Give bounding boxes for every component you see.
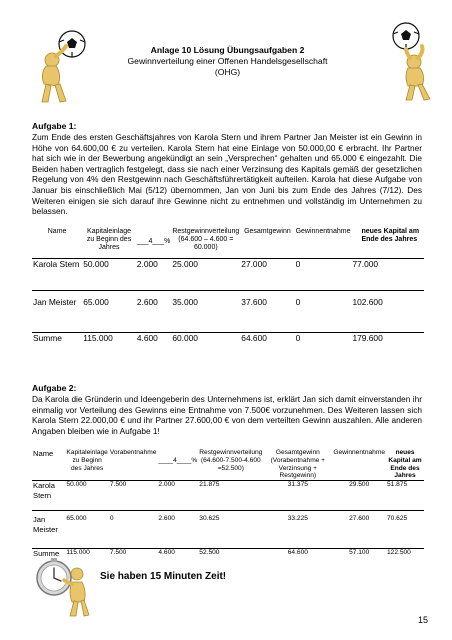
table2-header: neues Kapital am Ende des Jahres	[388, 449, 422, 480]
table-row	[32, 481, 424, 511]
page-subtitle: Gewinnverteilung einer Offenen Handelsgesellschaft	[127, 56, 328, 66]
table-row	[32, 332, 424, 344]
table2-cell: Karola Stern	[32, 481, 65, 511]
timer-notice: Sie haben 15 Minuten Zeit!	[100, 571, 227, 582]
figure-with-ball-icon	[30, 28, 90, 108]
table2-cell: 51.875	[386, 481, 424, 511]
table1-cell: 115.000	[83, 332, 113, 343]
page-number: 15	[418, 615, 429, 625]
table1-cell: Karola Stern	[33, 258, 80, 269]
table-row	[32, 549, 424, 560]
table2-cell: Jan Meister	[32, 511, 65, 549]
page-subtitle-2: (OHG)	[214, 67, 241, 77]
table1	[32, 228, 424, 344]
table1-cell: 0	[295, 296, 301, 307]
table2-header: Restgewinnverteilung (64.600-7.500-4.600 =52.500)	[199, 449, 263, 472]
table1-cell: 0	[295, 332, 301, 343]
table2-cell: Summe	[32, 549, 65, 560]
table1-header: Kapitaleinlage zu Beginn des Jahres	[86, 228, 132, 251]
table2-cell: 2.600	[157, 511, 198, 549]
table2-header: Gewinnentnahme	[333, 449, 385, 456]
table2-header: Vorabentnahme	[109, 449, 157, 456]
table1-cell: 35.000	[172, 296, 198, 307]
table1-cell: 65.000	[83, 296, 109, 307]
page-title: Anlage 10 Lösung Übungsaufgaben 2	[150, 45, 305, 55]
table1-cell: 50.000	[83, 258, 109, 269]
table2-cell: 50.000	[65, 481, 108, 511]
table1-cell: 77.000	[352, 258, 379, 269]
table1-cell: 64.600	[241, 332, 267, 343]
figure-with-clock-icon	[32, 552, 90, 620]
table2-cell: 31.375	[263, 481, 332, 511]
table1-header: Gewinnentnahme	[295, 228, 351, 235]
aufgabe2-text: Da Karola die Gründerin und Ideengeberin des Unternehmens ist, erklärt Jan sich damit einverstanden ihr einmalig vor Verteilung des Gewinns eine Entnahme von 7.500€ vorzunehmen. Des Weiteren lassen sich Karola Stern 22.000,00 € und ihr Partner 27.600,00 € von dem verteilten Gewinn auszahlen. Alle anderen Angaben bleiben wie in Aufgabe 1!	[32, 394, 422, 436]
table-row	[32, 290, 424, 332]
table2-cell: 0	[109, 511, 158, 549]
table2-cell: 2.000	[157, 481, 198, 511]
table2-cell: 21.875	[198, 481, 263, 511]
table1-cell: 2.000	[136, 258, 158, 269]
aufgabe2-heading: Aufgabe 2:	[32, 383, 77, 393]
table-row	[32, 511, 424, 549]
table1-cell: 0	[295, 258, 301, 269]
table2-cell: 70.625	[386, 511, 424, 549]
table2-cell: 30.625	[198, 511, 263, 549]
table2-header: Gesamtgewinn (Vorabentnahme + Verzinsung + Restgewinn)	[270, 449, 326, 480]
page-header	[90, 45, 365, 78]
table2-cell: 65.000	[65, 511, 108, 549]
table1-cell: 37.600	[241, 296, 267, 307]
table1-cell: Summe	[33, 332, 62, 343]
table1-header: neues Kapital am Ende des Jahres	[361, 228, 420, 243]
table2-cell: 52.500	[198, 549, 263, 560]
table2-cell: 7.500	[109, 481, 158, 511]
aufgabe1-text: Zum Ende des ersten Geschäftsjahres von Karola Stern und ihrem Partner Jan Meister ist ein Gewinn in Höhe von 64.600,00 € zu verteilen. Karola Stern hat eine Einlage von 50.000,00 € erbracht. Ihr Partner hat sich wie in der Bewerbung angekündigt an sein „Versprechen“ gehalten und 65.000 € eingezahlt. Die Beiden haben vertraglich festgelegt, dass sie nach einer Verzinsung des Kapitals gemäß der gesetzlichen Regelung von 4% den Restgewinn nach Geschäftsführertätigkeit aufteilen. Karola hat diese Aufgabe von Januar bis einschließlich Mai (5/12) übernommen, Jan von Juni bis zum Ende des Jahres (7/12). Des Weiteren einigen sie sich darauf ihre Gewinne nicht zu entnehmen und vollständig im Unternehmen zu belassen.	[32, 132, 422, 217]
table1-cell: Jan Meister	[33, 296, 77, 307]
table1-header-row	[32, 228, 424, 252]
table1-header: Name	[47, 228, 67, 235]
table1-cell: 2.600	[136, 296, 158, 307]
table2-header: Name	[33, 449, 54, 458]
table2-cell: 27.600	[332, 511, 386, 549]
table1-cell: 25.000	[172, 258, 198, 269]
table1-cell: 60.000	[172, 332, 198, 343]
table1-cell: 27.000	[241, 258, 267, 269]
table2-cell: 7.500	[109, 549, 158, 560]
table1-header: Gesamtgewinn	[244, 228, 291, 235]
table2-cell: 57.100	[332, 549, 386, 560]
table2-cell: 115.000	[65, 549, 108, 560]
table2	[32, 449, 424, 559]
table2-cell: 33.225	[263, 511, 332, 549]
aufgabe1-heading: Aufgabe 1:	[32, 121, 77, 131]
table1-cell: 4.600	[136, 332, 158, 343]
table2-header: Kapitaleinlage zu Beginn des Jahres	[66, 449, 108, 472]
table2-cell: 64.600	[263, 549, 332, 560]
table2-cell: 4.600	[157, 549, 198, 560]
table1-header: ___4___%	[136, 238, 171, 245]
table1-cell: 102.600	[352, 296, 383, 307]
table2-cell: 122.500	[386, 549, 424, 560]
figure-with-ball-icon	[384, 22, 444, 102]
table2-header-row	[32, 449, 424, 481]
table2-cell: 29.500	[332, 481, 386, 511]
table2-header: ____4____%	[158, 457, 198, 464]
table1-cell: 179.600	[352, 332, 383, 343]
table1-header: Restgewinnverteilung (64.600 – 4.600 = 60.000)	[172, 228, 240, 251]
table-row	[32, 258, 424, 290]
